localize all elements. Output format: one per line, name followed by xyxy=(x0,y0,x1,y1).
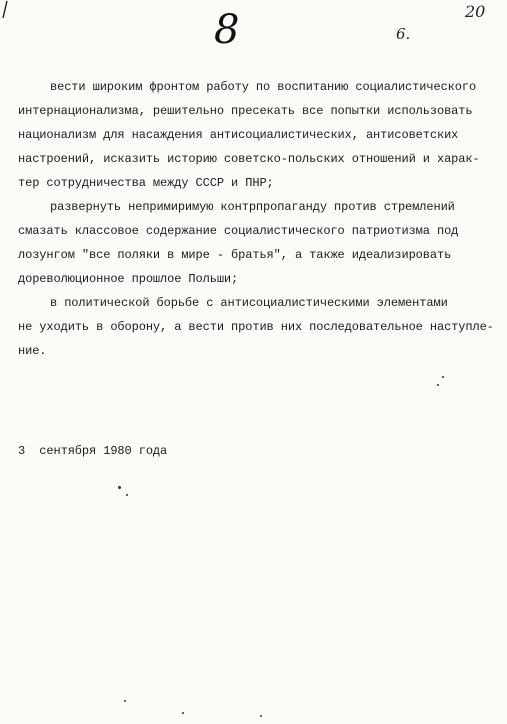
ink-speck xyxy=(126,494,128,496)
ink-speck xyxy=(182,712,184,714)
body-line: вести широким фронтом работу по воспитанию социалистического xyxy=(50,80,477,94)
body-line: ние. xyxy=(18,344,47,358)
ink-speck xyxy=(437,384,439,386)
body-line: развернуть непримиримую контрпропаганду против стремлений xyxy=(50,200,455,214)
handwritten-corner-number: 20 xyxy=(465,2,486,21)
body-line: национализм для насаждения антисоциалистических, антисоветских xyxy=(18,128,459,142)
handwritten-side-mark: 6. xyxy=(396,25,411,43)
ink-speck xyxy=(260,715,262,717)
handwritten-page-number: 8 xyxy=(214,7,240,53)
body-line: тер сотрудничества между СССР и ПНР; xyxy=(18,176,274,190)
body-line: дореволюционное прошлое Польши; xyxy=(18,272,239,286)
ink-speck xyxy=(442,376,444,378)
body-line: лозунгом "все поляки в мире - братья", а также идеализировать xyxy=(18,248,452,262)
body-line: настроений, исказить историю советско-польских отношений и харак- xyxy=(18,152,480,166)
document-date: 3 сентября 1980 года xyxy=(18,444,168,458)
ink-speck xyxy=(118,486,121,489)
body-line: смазать классовое содержание социалистического патриотизма под xyxy=(18,224,459,238)
ink-speck xyxy=(124,700,126,702)
body-line: интернационализма, решительно пресекать все попытки использовать xyxy=(18,104,473,118)
body-line: в политической борьбе с антисоциалистическими элементами xyxy=(50,296,448,310)
corner-pen-stroke xyxy=(0,0,12,20)
body-line: не уходить в оборону, а вести против них последовательное наступле- xyxy=(18,320,494,334)
